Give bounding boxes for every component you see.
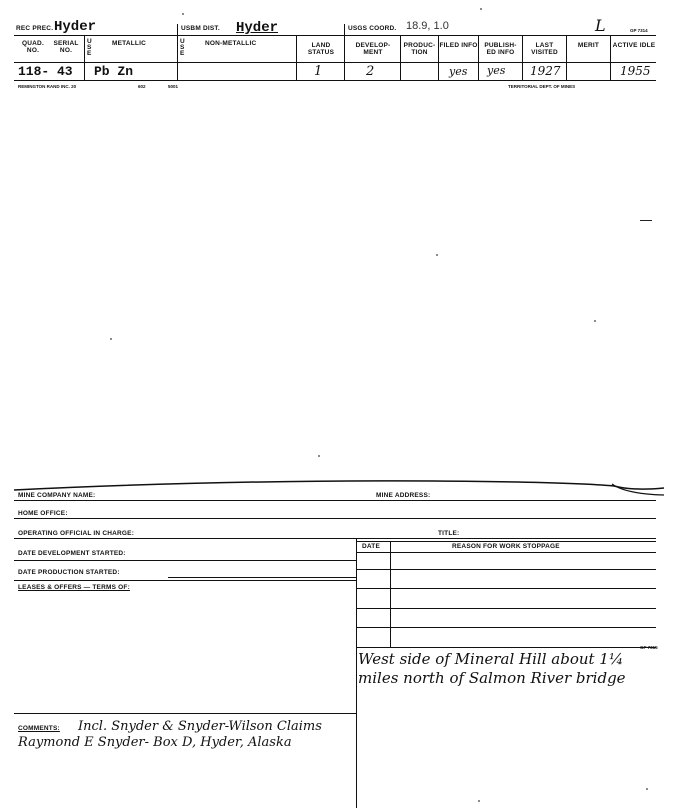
leases-offers-label: LEASES & OFFERS — TERMS OF: xyxy=(18,584,130,591)
col-divider-land xyxy=(296,36,297,80)
rec-prec-label: REC PREC. xyxy=(16,25,54,32)
col-active-idle: ACTIVE IDLE xyxy=(612,42,656,49)
back-center-divider xyxy=(356,538,357,808)
col-metallic: METALLIC xyxy=(112,40,146,47)
date-col-header: DATE xyxy=(362,543,381,550)
col-published-info: PUBLISH- ED INFO xyxy=(484,42,517,56)
form-code-back: GP 7315 xyxy=(640,645,658,650)
row-rule-prod-start-line xyxy=(168,577,356,578)
rec-prec-value: Hyder xyxy=(54,19,97,35)
col-use-nonmetallic: U S E xyxy=(180,38,185,57)
card-top-edge xyxy=(14,476,664,498)
record-bottom-rule xyxy=(14,80,656,81)
usgs-coord-label: USGS COORD. xyxy=(348,25,397,32)
footer-code-2: 5001 xyxy=(168,84,179,89)
record-development: 2 xyxy=(366,64,375,79)
record-metallic: Pb Zn xyxy=(94,64,134,79)
date-production-started-label: DATE PRODUCTION STARTED: xyxy=(18,569,120,576)
title-label: TITLE: xyxy=(438,530,460,537)
operating-official-label: OPERATING OFFICIAL IN CHARGE: xyxy=(18,530,135,537)
stoppage-header-top xyxy=(356,541,656,542)
header-bottom-rule xyxy=(14,35,656,36)
record-filed-info: yes xyxy=(449,65,468,78)
row-rule-comments xyxy=(14,713,356,714)
scan-speck xyxy=(182,13,184,15)
row-rule-prod-start xyxy=(14,580,356,581)
usbm-dist-value: Hyder xyxy=(236,20,279,36)
footer-right: TERRITORIAL DEPT. OF MINES xyxy=(508,84,576,89)
row-rule-company xyxy=(14,500,656,501)
row-rule-dev-start xyxy=(14,560,356,561)
stoppage-date-divider xyxy=(390,541,391,647)
col-last-visited: LAST VISITED xyxy=(531,42,558,56)
stoppage-row-4 xyxy=(356,627,656,628)
stoppage-row-2 xyxy=(356,588,656,589)
comments-line-2: Raymond E Snyder- Box D, Hyder, Alaska xyxy=(18,735,292,750)
form-code-front: GP 7314 xyxy=(630,28,648,33)
stoppage-row-3 xyxy=(356,608,656,609)
row-rule-home-office xyxy=(14,518,656,519)
date-development-started-label: DATE DEVELOPMENT STARTED: xyxy=(18,550,126,557)
home-office-label: HOME OFFICE: xyxy=(18,510,68,517)
comments-label: COMMENTS: xyxy=(18,725,60,732)
col-serial-no: SERIAL NO. xyxy=(53,40,79,54)
col-development: DEVELOP- MENT xyxy=(355,42,391,56)
scan-speck xyxy=(318,455,320,457)
col-divider-active xyxy=(610,36,611,80)
mine-address-label: MINE ADDRESS: xyxy=(376,492,431,499)
header-divider-2 xyxy=(344,24,345,80)
header-divider-1 xyxy=(177,24,178,80)
col-filed-info: FILED INFO xyxy=(439,42,478,49)
scan-mark xyxy=(640,220,652,221)
col-divider-serial xyxy=(84,36,85,80)
col-use-metallic: U S E xyxy=(87,38,92,57)
scan-speck xyxy=(480,8,482,10)
scan-speck xyxy=(110,338,112,340)
usbm-dist-label: USBM DIST. xyxy=(181,25,220,32)
col-quad-no: QUAD. NO. xyxy=(22,40,44,54)
record-active-idle: 1955 xyxy=(620,64,651,78)
stoppage-header-bottom xyxy=(356,552,656,553)
location-line-2: miles north of Salmon River bridge xyxy=(358,669,626,687)
location-line-1: West side of Mineral Hill about 1¼ xyxy=(358,650,624,668)
scan-speck xyxy=(436,254,438,256)
stoppage-row-5 xyxy=(356,647,656,648)
col-non-metallic: NON-METALLIC xyxy=(205,40,257,47)
mine-company-name-label: MINE COMPANY NAME: xyxy=(18,492,96,499)
record-last-visited: 1927 xyxy=(530,64,561,78)
usgs-coord-value: 18.9, 1.0 xyxy=(406,20,449,32)
stoppage-row-1 xyxy=(356,569,656,570)
reason-col-header: REASON FOR WORK STOPPAGE xyxy=(452,543,560,550)
record-land-status: 1 xyxy=(314,64,323,79)
scan-speck xyxy=(594,320,596,322)
col-land-status: LAND STATUS xyxy=(307,42,335,56)
scan-speck xyxy=(646,788,648,790)
comments-line-1: Incl. Snyder & Snyder-Wilson Claims xyxy=(78,719,322,734)
row-rule-official xyxy=(14,538,656,539)
corner-mark: L xyxy=(595,16,606,35)
footer-left: REMINGTON RAND INC. 20 xyxy=(18,84,77,89)
columns-bottom-rule xyxy=(14,62,656,63)
record-published-info: yes xyxy=(487,64,506,77)
scan-speck xyxy=(478,800,480,802)
record-quad-serial: 118- 43 xyxy=(18,64,73,79)
col-production: PRODUC- TION xyxy=(403,42,436,56)
col-merit: MERIT xyxy=(577,42,600,49)
footer-code-1: 602 xyxy=(138,84,146,89)
